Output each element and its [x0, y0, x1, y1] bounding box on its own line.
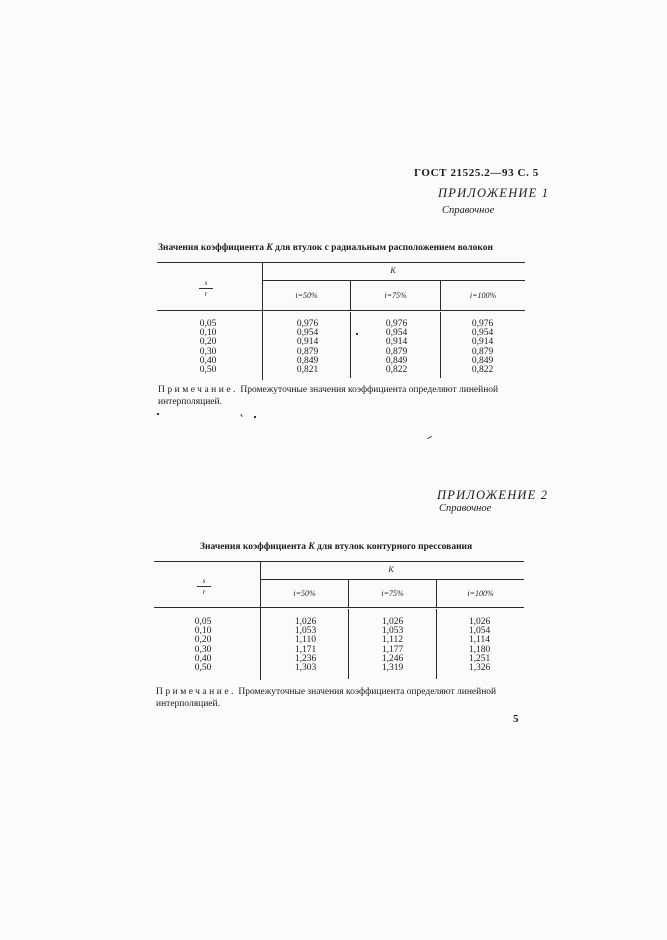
- table-cell: 0,849: [296, 355, 319, 366]
- appendix-2-title: ПРИЛОЖЕНИЕ 2: [437, 488, 549, 502]
- table-cell: 1,110: [294, 635, 317, 646]
- table-cell: 0,849: [385, 355, 408, 366]
- table-cell: 0,822: [471, 364, 494, 375]
- table-1-values-col-1: [285, 320, 330, 375]
- table-2-row-labels: [183, 618, 223, 673]
- document-reference: ГОСТ 21525.2—93 С. 5: [414, 167, 539, 179]
- table-cell: 0,20: [194, 635, 212, 646]
- table-cell: 1,177: [381, 644, 404, 655]
- table-cell: 0,10: [194, 626, 212, 637]
- table-cell: 0,822: [385, 364, 408, 375]
- table-cell: 0,976: [471, 319, 494, 329]
- table-1-k-header: K: [390, 266, 396, 275]
- table-cell: 0,976: [296, 319, 319, 329]
- table-cell: 1,026: [468, 617, 491, 627]
- table-cell: 0,40: [199, 355, 217, 366]
- table-cell: 0,914: [296, 337, 319, 348]
- table-1-row-labels: [188, 320, 228, 375]
- table-cell: 1,054: [468, 626, 491, 637]
- table-cell: 0,879: [385, 346, 408, 357]
- table-cell: 0,954: [385, 328, 408, 339]
- table-cell: 1,180: [468, 644, 491, 655]
- table-cell: 0,976: [385, 319, 408, 329]
- table-2-col-header: i=100%: [467, 589, 494, 598]
- table-cell: 1,026: [294, 617, 317, 627]
- table-cell: 0,20: [199, 337, 217, 348]
- appendix-1-subtitle: Справочное: [442, 205, 495, 216]
- table-cell: 1,303: [294, 662, 317, 673]
- table-2-note: Примечание. Промежуточные значения коэффициента определяют линейной интерполяцией.: [156, 687, 497, 709]
- table-2-col-header: i=75%: [381, 589, 404, 598]
- table-cell: 0,849: [471, 355, 494, 366]
- scan-speck: [157, 413, 159, 415]
- table-cell: 0,30: [194, 644, 212, 655]
- appendix-1-title: ПРИЛОЖЕНИЕ 1: [438, 186, 550, 200]
- table-cell: 0,821: [296, 364, 319, 375]
- table-cell: 0,879: [471, 346, 494, 357]
- scan-speck: [356, 333, 358, 335]
- table-cell: 1,171: [294, 644, 317, 655]
- table-1-values-col-3: [460, 320, 505, 375]
- table-cell: 1,053: [381, 626, 404, 637]
- table-cell: 1,236: [294, 653, 317, 664]
- table-cell: 0,05: [194, 617, 212, 627]
- table-cell: 0,879: [296, 346, 319, 357]
- table-1-col-header: i=75%: [384, 291, 407, 300]
- table-cell: 0,954: [296, 328, 319, 339]
- page-mark: 5: [513, 713, 519, 725]
- table-1-col-header: i=50%: [295, 291, 318, 300]
- table-1-note: Примечание. Промежуточные значения коэффициента определяют линейной интерполяцией.: [158, 385, 499, 407]
- table-2-k-header: K: [388, 565, 394, 574]
- table-cell: 1,112: [381, 635, 404, 646]
- table-1-ratio-header: s r: [199, 279, 213, 298]
- table-2-col-header: i=50%: [293, 589, 316, 598]
- table-cell: 0,05: [199, 319, 217, 329]
- table-2-caption: Значения коэффициента K для втулок контурного прессования: [200, 542, 473, 552]
- table-cell: 0,30: [199, 346, 217, 357]
- table-cell: 1,251: [468, 653, 491, 664]
- table-cell: 0,954: [471, 328, 494, 339]
- table-cell: 1,246: [381, 653, 404, 664]
- table-cell: 1,319: [381, 662, 404, 673]
- table-1-values-col-2: [374, 320, 419, 375]
- table-2-ratio-header: s r: [197, 577, 211, 596]
- table-1-col-header: i=100%: [469, 291, 497, 300]
- table-cell: 0,50: [194, 662, 212, 673]
- scan-speck: [240, 414, 243, 417]
- table-2-values-col-3: [457, 618, 502, 673]
- table-cell: 0,50: [199, 364, 217, 375]
- table-cell: 0,40: [194, 653, 212, 664]
- table-cell: 0,10: [199, 328, 217, 339]
- table-cell: 1,114: [468, 635, 491, 646]
- scan-speck: [427, 436, 432, 439]
- table-2-values-col-2: [370, 618, 415, 673]
- table-cell: 1,026: [381, 617, 404, 627]
- table-cell: 1,326: [468, 662, 491, 673]
- table-2-values-col-1: [283, 618, 328, 673]
- table-cell: 0,914: [471, 337, 494, 348]
- table-cell: 0,914: [385, 337, 408, 348]
- table-1-caption: Значения коэффициента K для втулок с радиальным расположением волокон: [158, 243, 493, 253]
- appendix-2-subtitle: Справочное: [439, 503, 492, 514]
- table-cell: 1,053: [294, 626, 317, 637]
- scan-speck: [254, 416, 256, 418]
